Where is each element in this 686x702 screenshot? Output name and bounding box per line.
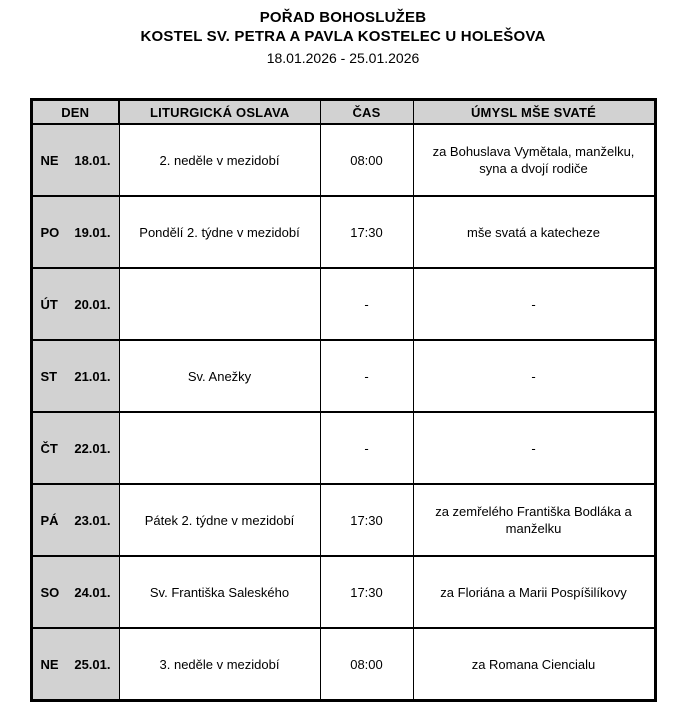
celebration-cell: Pondělí 2. týdne v mezidobí xyxy=(119,196,320,268)
celebration-cell xyxy=(119,268,320,340)
time-cell: - xyxy=(320,340,413,412)
day-abbr: ÚT xyxy=(40,296,58,312)
time-cell: 17:30 xyxy=(320,196,413,268)
day-cell xyxy=(31,124,119,196)
day-date: 22.01. xyxy=(74,440,111,456)
table-row xyxy=(31,268,655,340)
day-cell xyxy=(31,268,119,340)
table-header-row xyxy=(31,100,655,125)
celebration-cell: Pátek 2. týdne v mezidobí xyxy=(119,484,320,556)
day-abbr: NE xyxy=(40,152,59,168)
column-header-celebration: LITURGICKÁ OSLAVA xyxy=(119,100,320,125)
table-row xyxy=(31,628,655,701)
intention-cell: - xyxy=(413,340,655,412)
time-cell: 08:00 xyxy=(320,628,413,701)
day-wrap xyxy=(41,224,111,241)
day-date: 20.01. xyxy=(74,296,111,312)
document-header xyxy=(31,8,655,67)
day-wrap xyxy=(41,296,111,313)
day-wrap xyxy=(41,152,111,169)
day-wrap xyxy=(41,440,111,457)
day-wrap xyxy=(41,368,111,385)
day-abbr: PÁ xyxy=(40,512,59,528)
intention-cell: za Bohuslava Vymětala, manželku, syna a dvojí rodiče xyxy=(413,124,655,196)
day-date: 19.01. xyxy=(74,224,111,240)
intention-cell: za Floriána a Marii Pospíšilíkovy xyxy=(413,556,655,628)
intention-cell: - xyxy=(413,268,655,340)
column-header-day: DEN xyxy=(31,100,119,125)
column-header-intention: ÚMYSL MŠE SVATÉ xyxy=(413,100,655,125)
celebration-cell xyxy=(119,412,320,484)
time-cell: 17:30 xyxy=(320,484,413,556)
intention-cell: mše svatá a katecheze xyxy=(413,196,655,268)
document-title: POŘAD BOHOSLUŽEB xyxy=(259,9,427,26)
table-row xyxy=(31,340,655,412)
day-wrap xyxy=(41,584,111,601)
day-wrap xyxy=(41,656,111,673)
day-date: 21.01. xyxy=(74,368,111,384)
celebration-cell: Sv. Anežky xyxy=(119,340,320,412)
day-abbr: SO xyxy=(40,584,60,600)
schedule-table xyxy=(30,98,657,702)
day-date: 18.01. xyxy=(74,152,111,168)
day-cell xyxy=(31,412,119,484)
table-row xyxy=(31,124,655,196)
date-range: 18.01.2026 - 25.01.2026 xyxy=(266,50,420,66)
day-cell xyxy=(31,484,119,556)
time-cell: 08:00 xyxy=(320,124,413,196)
table-row xyxy=(31,412,655,484)
time-cell: 17:30 xyxy=(320,556,413,628)
intention-cell: za zemřelého Františka Bodláka a manželku xyxy=(413,484,655,556)
day-date: 24.01. xyxy=(74,584,111,600)
table-row xyxy=(31,196,655,268)
day-date: 23.01. xyxy=(74,512,111,528)
day-abbr: NE xyxy=(40,656,59,672)
day-abbr: ST xyxy=(40,368,58,384)
day-abbr: ČT xyxy=(40,440,58,456)
intention-cell: za Romana Ciencialu xyxy=(413,628,655,701)
day-wrap xyxy=(41,512,111,529)
celebration-cell: 2. neděle v mezidobí xyxy=(119,124,320,196)
church-name: KOSTEL SV. PETRA A PAVLA KOSTELEC U HOLEŠOVA xyxy=(140,28,546,45)
day-cell xyxy=(31,628,119,701)
day-abbr: PO xyxy=(40,224,60,240)
day-cell xyxy=(31,556,119,628)
day-date: 25.01. xyxy=(74,656,111,672)
celebration-cell: Sv. Františka Saleského xyxy=(119,556,320,628)
table-row xyxy=(31,484,655,556)
intention-cell: - xyxy=(413,412,655,484)
time-cell: - xyxy=(320,268,413,340)
day-cell xyxy=(31,340,119,412)
column-header-time: ČAS xyxy=(320,100,413,125)
time-cell: - xyxy=(320,412,413,484)
table-row xyxy=(31,556,655,628)
day-cell xyxy=(31,196,119,268)
celebration-cell: 3. neděle v mezidobí xyxy=(119,628,320,701)
